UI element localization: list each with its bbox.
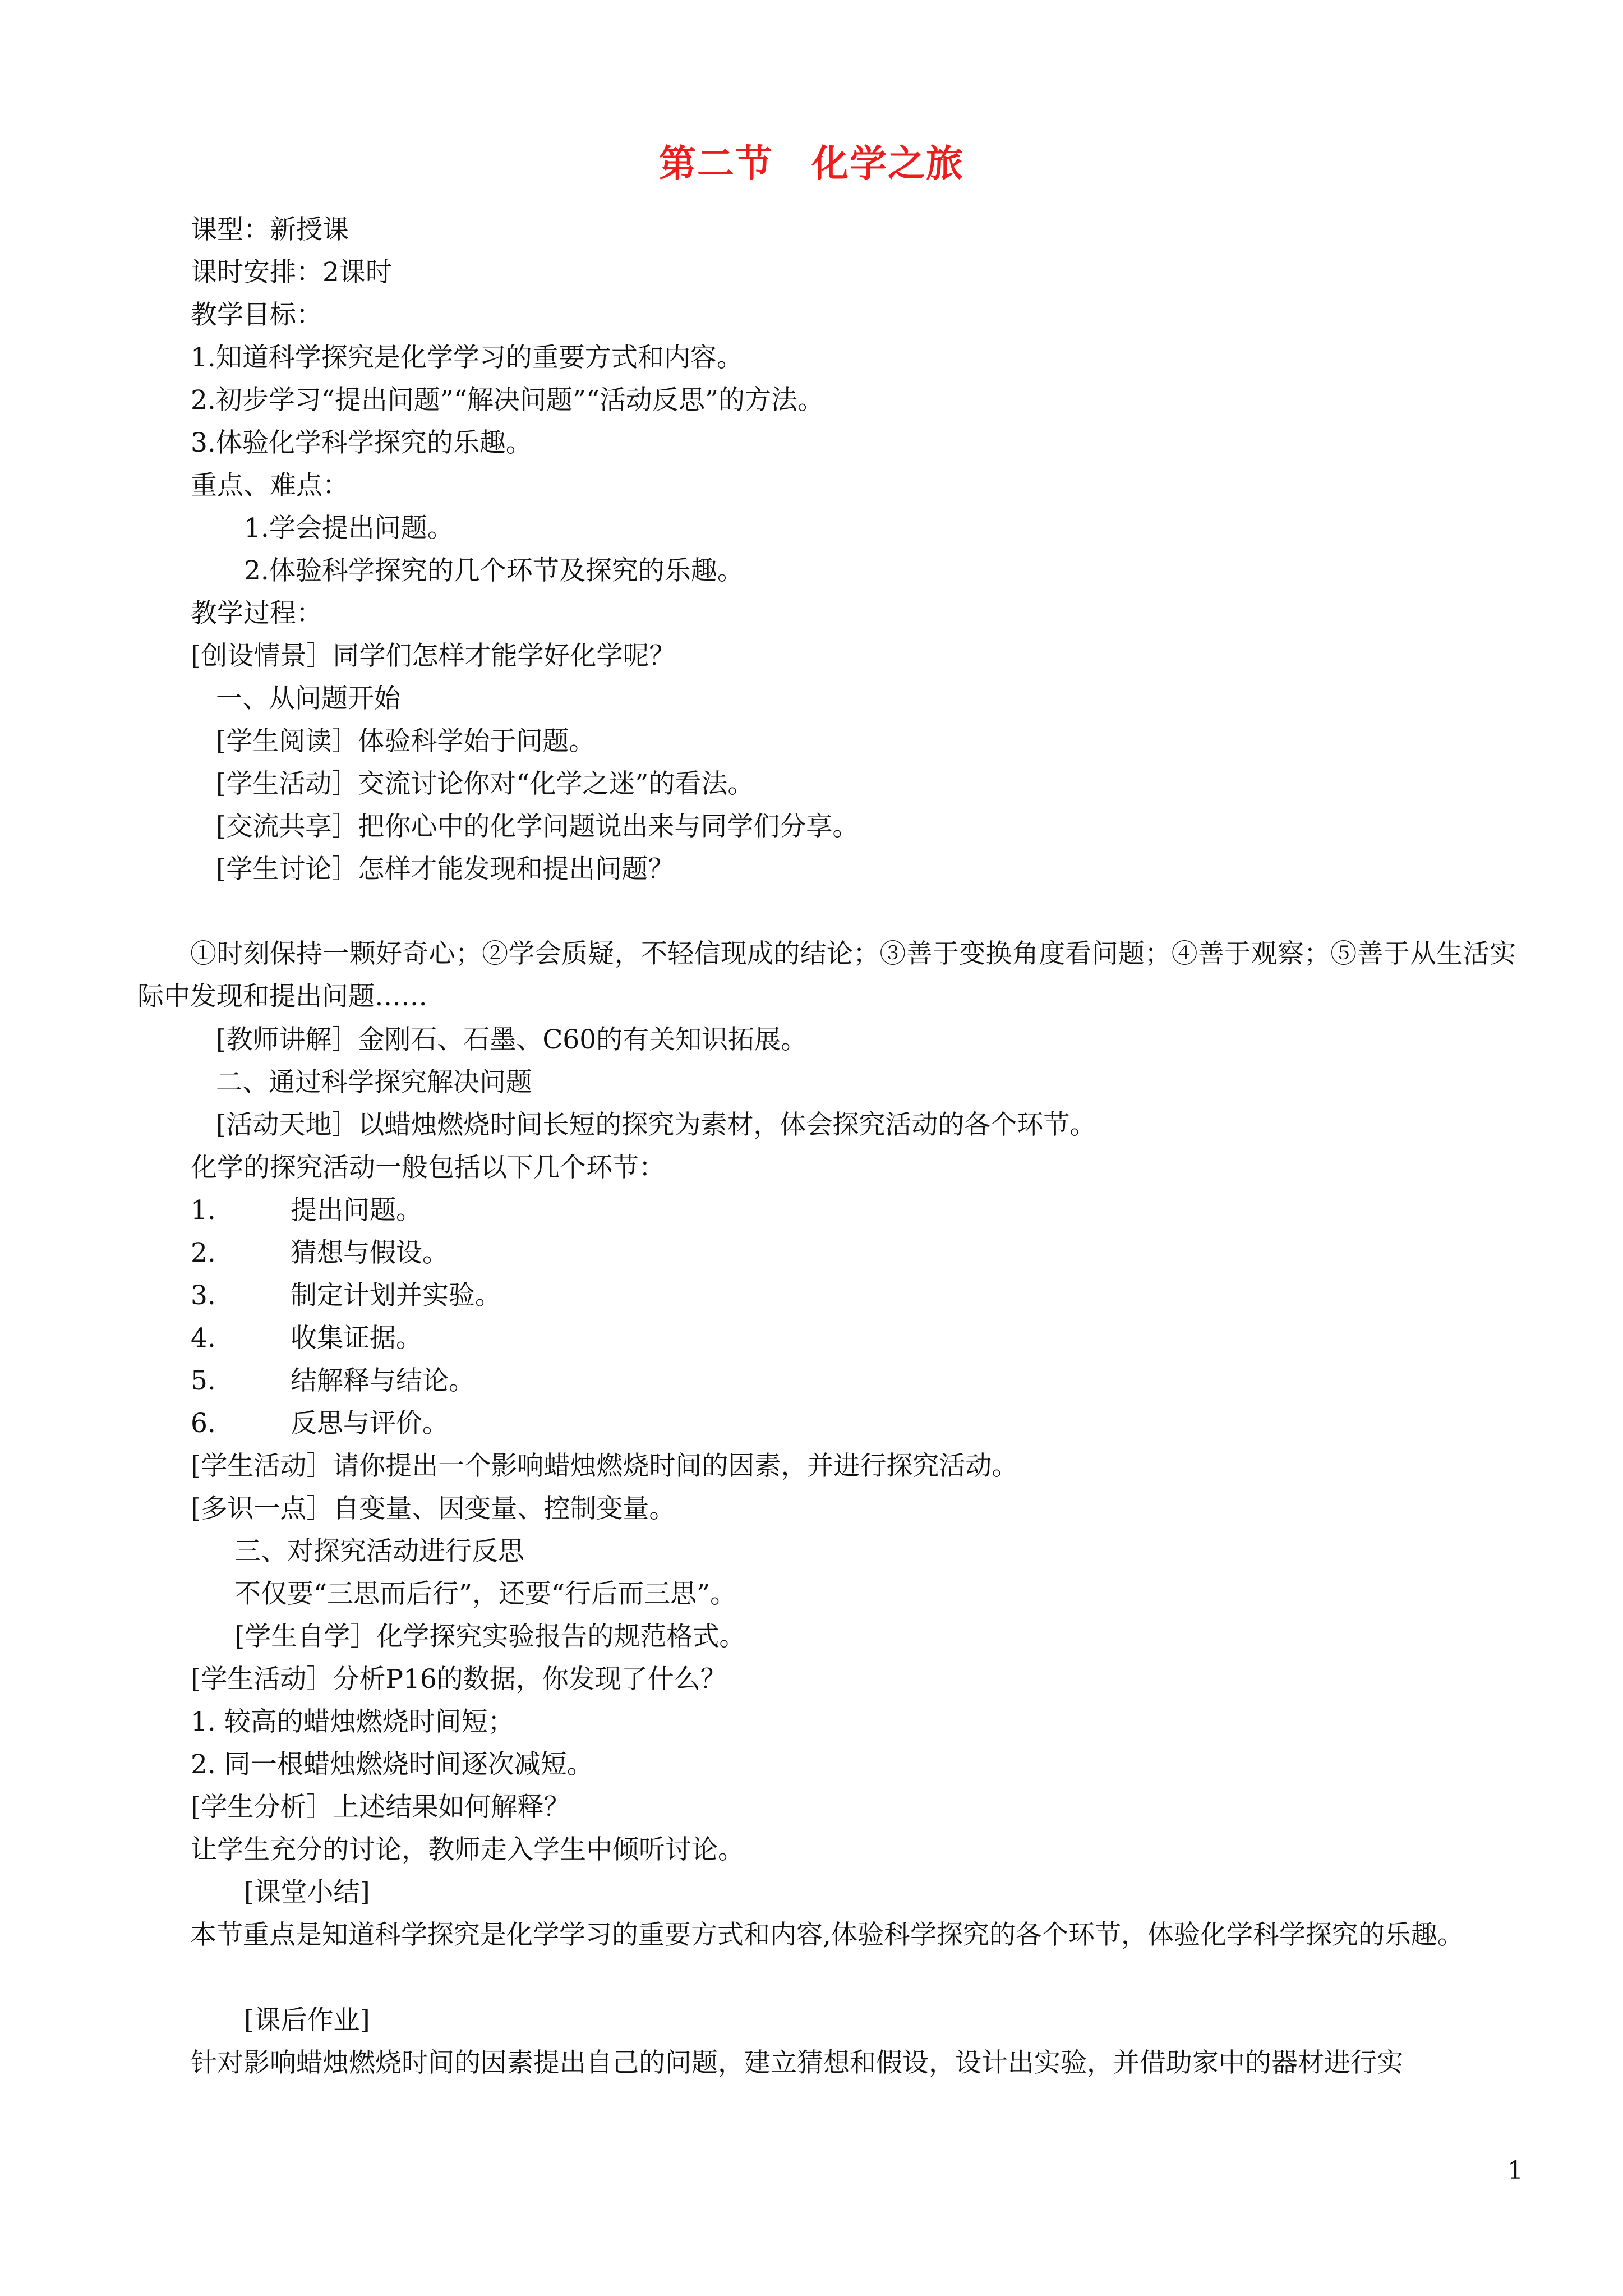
teacher-line: [教师讲解］金刚石、石墨、C60的有关知识拓展。 <box>216 1024 808 1055</box>
objectives-heading: 教学目标： <box>191 300 322 330</box>
key-point-item: 1.学会提出问题。 <box>244 513 454 544</box>
step-number: 3. <box>191 1280 216 1311</box>
finding-item: 2. 同一根蜡烛燃烧时间逐次减短。 <box>191 1749 593 1780</box>
section-heading: 三、对探究活动进行反思 <box>234 1536 524 1567</box>
objective-item: 2.初步学习“提出问题”“解决问题”“活动反思”的方法。 <box>191 385 824 416</box>
step-number: 1. <box>191 1195 216 1226</box>
key-points-heading: 重点、难点： <box>191 470 349 501</box>
step-number: 4. <box>191 1323 216 1354</box>
objective-item: 1.知道科学探究是化学学习的重要方式和内容。 <box>191 342 743 373</box>
step-text: 提出问题。 <box>291 1195 422 1226</box>
section-heading: 一、从问题开始 <box>216 683 400 714</box>
homework-heading: [课后作业] <box>244 2005 370 2036</box>
summary-heading: [课堂小结] <box>244 1877 370 1908</box>
step-text: 收集证据。 <box>291 1323 422 1354</box>
key-point-item: 2.体验科学探究的几个环节及探究的乐趣。 <box>244 555 744 586</box>
answer-paragraph: ①时刻保持一颗好奇心；②学会质疑，不轻信现成的结论；③善于变换角度看问题；④善于观察；⑤善于从生活实际中发现和提出问题…… <box>137 938 1516 1012</box>
section-line: [学生活动］交流讨论你对“化学之迷”的看法。 <box>216 769 754 799</box>
process-heading: 教学过程： <box>191 598 322 629</box>
section-line: [交流共享］把你心中的化学问题说出来与同学们分享。 <box>216 811 859 842</box>
activity-line: [活动天地］以蜡烛燃烧时间长短的探究为素材，体会探究活动的各个环节。 <box>216 1110 1096 1140</box>
student-analysis-line: [学生分析］上述结果如何解释？ <box>191 1792 570 1823</box>
step-text: 猜想与假设。 <box>291 1237 449 1268</box>
quote-line: 不仅要“三思而后行”，还要“行后而三思”。 <box>234 1579 737 1609</box>
analysis-activity-line: [学生活动］分析P16的数据，你发现了什么？ <box>191 1664 727 1695</box>
student-activity-line: [学生活动］请你提出一个影响蜡烛燃烧时间的因素，并进行探究活动。 <box>191 1451 1018 1481</box>
summary-paragraph: 本节重点是知道科学探究是化学学习的重要方式和内容,体验科学探究的各个环节，体验化学科学探究的乐趣。 <box>190 1920 1464 1950</box>
discussion-line: 让学生充分的讨论，教师走入学生中倾听讨论。 <box>191 1834 744 1865</box>
schedule: 课时安排：2课时 <box>191 257 392 288</box>
section-line: [学生阅读］体验科学始于问题。 <box>216 726 596 757</box>
page-title: 第二节 化学之旅 <box>659 141 964 185</box>
section-heading: 二、通过科学探究解决问题 <box>216 1067 532 1098</box>
page-number: 1 <box>1507 2156 1523 2185</box>
step-number: 2. <box>191 1237 216 1268</box>
step-text: 反思与评价。 <box>291 1408 449 1439</box>
self-study-line: [学生自学］化学探究实验报告的规范格式。 <box>234 1621 746 1652</box>
extra-knowledge-line: [多识一点］自变量、因变量、控制变量。 <box>191 1493 676 1524</box>
step-number: 6. <box>191 1408 216 1439</box>
lesson-type: 课型：新授课 <box>191 214 349 245</box>
step-text: 制定计划并实验。 <box>291 1280 501 1311</box>
finding-item: 1. 较高的蜡烛燃烧时间短； <box>191 1706 514 1737</box>
section-line: [学生讨论］怎样才能发现和提出问题？ <box>216 854 675 885</box>
step-text: 结解释与结论。 <box>291 1365 475 1396</box>
objective-item: 3.体验化学科学探究的乐趣。 <box>191 427 532 458</box>
homework-line: 针对影响蜡烛燃烧时间的因素提出自己的问题，建立猜想和假设，设计出实验，并借助家中的器材进行实 <box>191 2047 1403 2078</box>
steps-intro: 化学的探究活动一般包括以下几个环节： <box>191 1152 665 1183</box>
intro-line: [创设情景］同学们怎样才能学好化学呢？ <box>191 641 676 671</box>
step-number: 5. <box>191 1365 216 1396</box>
